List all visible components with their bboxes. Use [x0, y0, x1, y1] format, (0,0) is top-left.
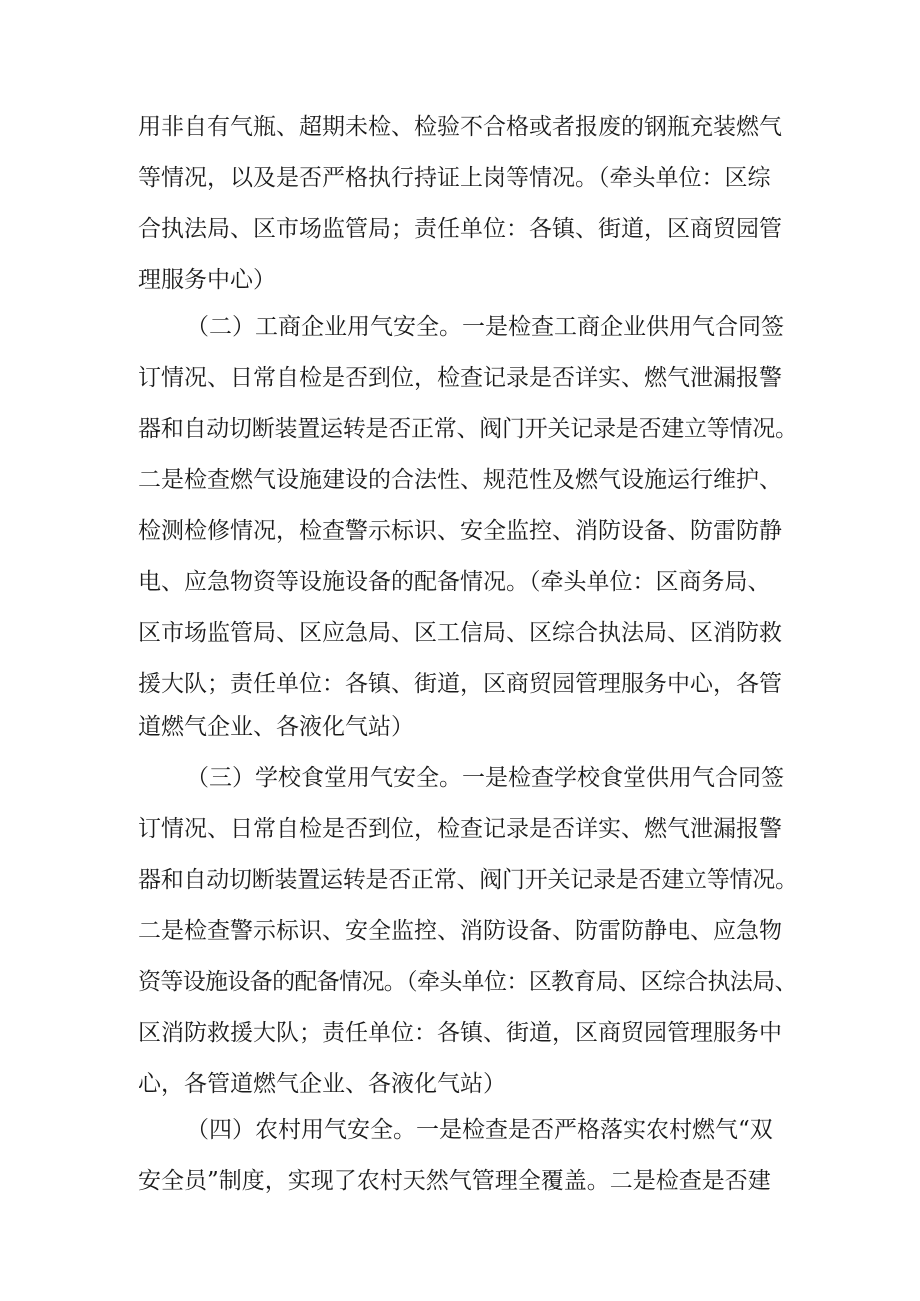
text-line: （三）学校食堂用气安全。一是检查学校食堂供用气合同签 — [186, 765, 784, 791]
text-line: （二）工商企业用气安全。一是检查工商企业供用气合同签 — [186, 314, 784, 340]
text-line: 订情况、日常自检是否到位，检查记录是否详实、燃气泄漏报警 — [138, 365, 782, 391]
text-line: 电、应急物资等设施设备的配备情况。（牵头单位：区商务局、 — [138, 569, 771, 595]
text-line: 用非自有气瓶、超期未检、检验不合格或者报废的钢瓶充装燃气 — [138, 114, 782, 140]
text-line: 资等设施设备的配备情况。（牵头单位：区教育局、区综合执法局、 — [138, 969, 797, 995]
text-line: 检测检修情况，检查警示标识、安全监控、消防设备、防雷防静 — [138, 518, 782, 544]
text-line: 援大队；责任单位：各镇、街道，区商贸园管理服务中心，各管 — [138, 671, 782, 697]
text-line: 区市场监管局、区应急局、区工信局、区综合执法局、区消防救 — [138, 620, 782, 646]
text-line: 区消防救援大队；责任单位：各镇、街道，区商贸园管理服务中 — [138, 1020, 782, 1046]
text-line: 二是检查警示标识、安全监控、消防设备、防雷防静电、应急物 — [138, 918, 782, 944]
text-line: 安全员”制度，实现了农村天然气管理全覆盖。二是检查是否建 — [138, 1168, 771, 1194]
text-line: 器和自动切断装置运转是否正常、阀门开关记录是否建立等情况。 — [138, 416, 798, 442]
text-line: 心，各管道燃气企业、各液化气站） — [138, 1071, 506, 1097]
text-line: 等情况，以及是否严格执行持证上岗等情况。（牵头单位：区综 — [138, 165, 771, 191]
text-line: 器和自动切断装置运转是否正常、阀门开关记录是否建立等情况。 — [138, 867, 798, 893]
text-line: （四）农村用气安全。一是检查是否严格落实农村燃气“双 — [186, 1117, 773, 1143]
text-line: 理服务中心） — [138, 267, 276, 293]
text-line: 订情况、日常自检是否到位，检查记录是否详实、燃气泄漏报警 — [138, 816, 782, 842]
text-line: 合执法局、区市场监管局；责任单位：各镇、街道，区商贸园管 — [138, 216, 782, 242]
text-line: 道燃气企业、各液化气站） — [138, 714, 414, 740]
text-line: 二是检查燃气设施建设的合法性、规范性及燃气设施运行维护、 — [138, 467, 782, 493]
